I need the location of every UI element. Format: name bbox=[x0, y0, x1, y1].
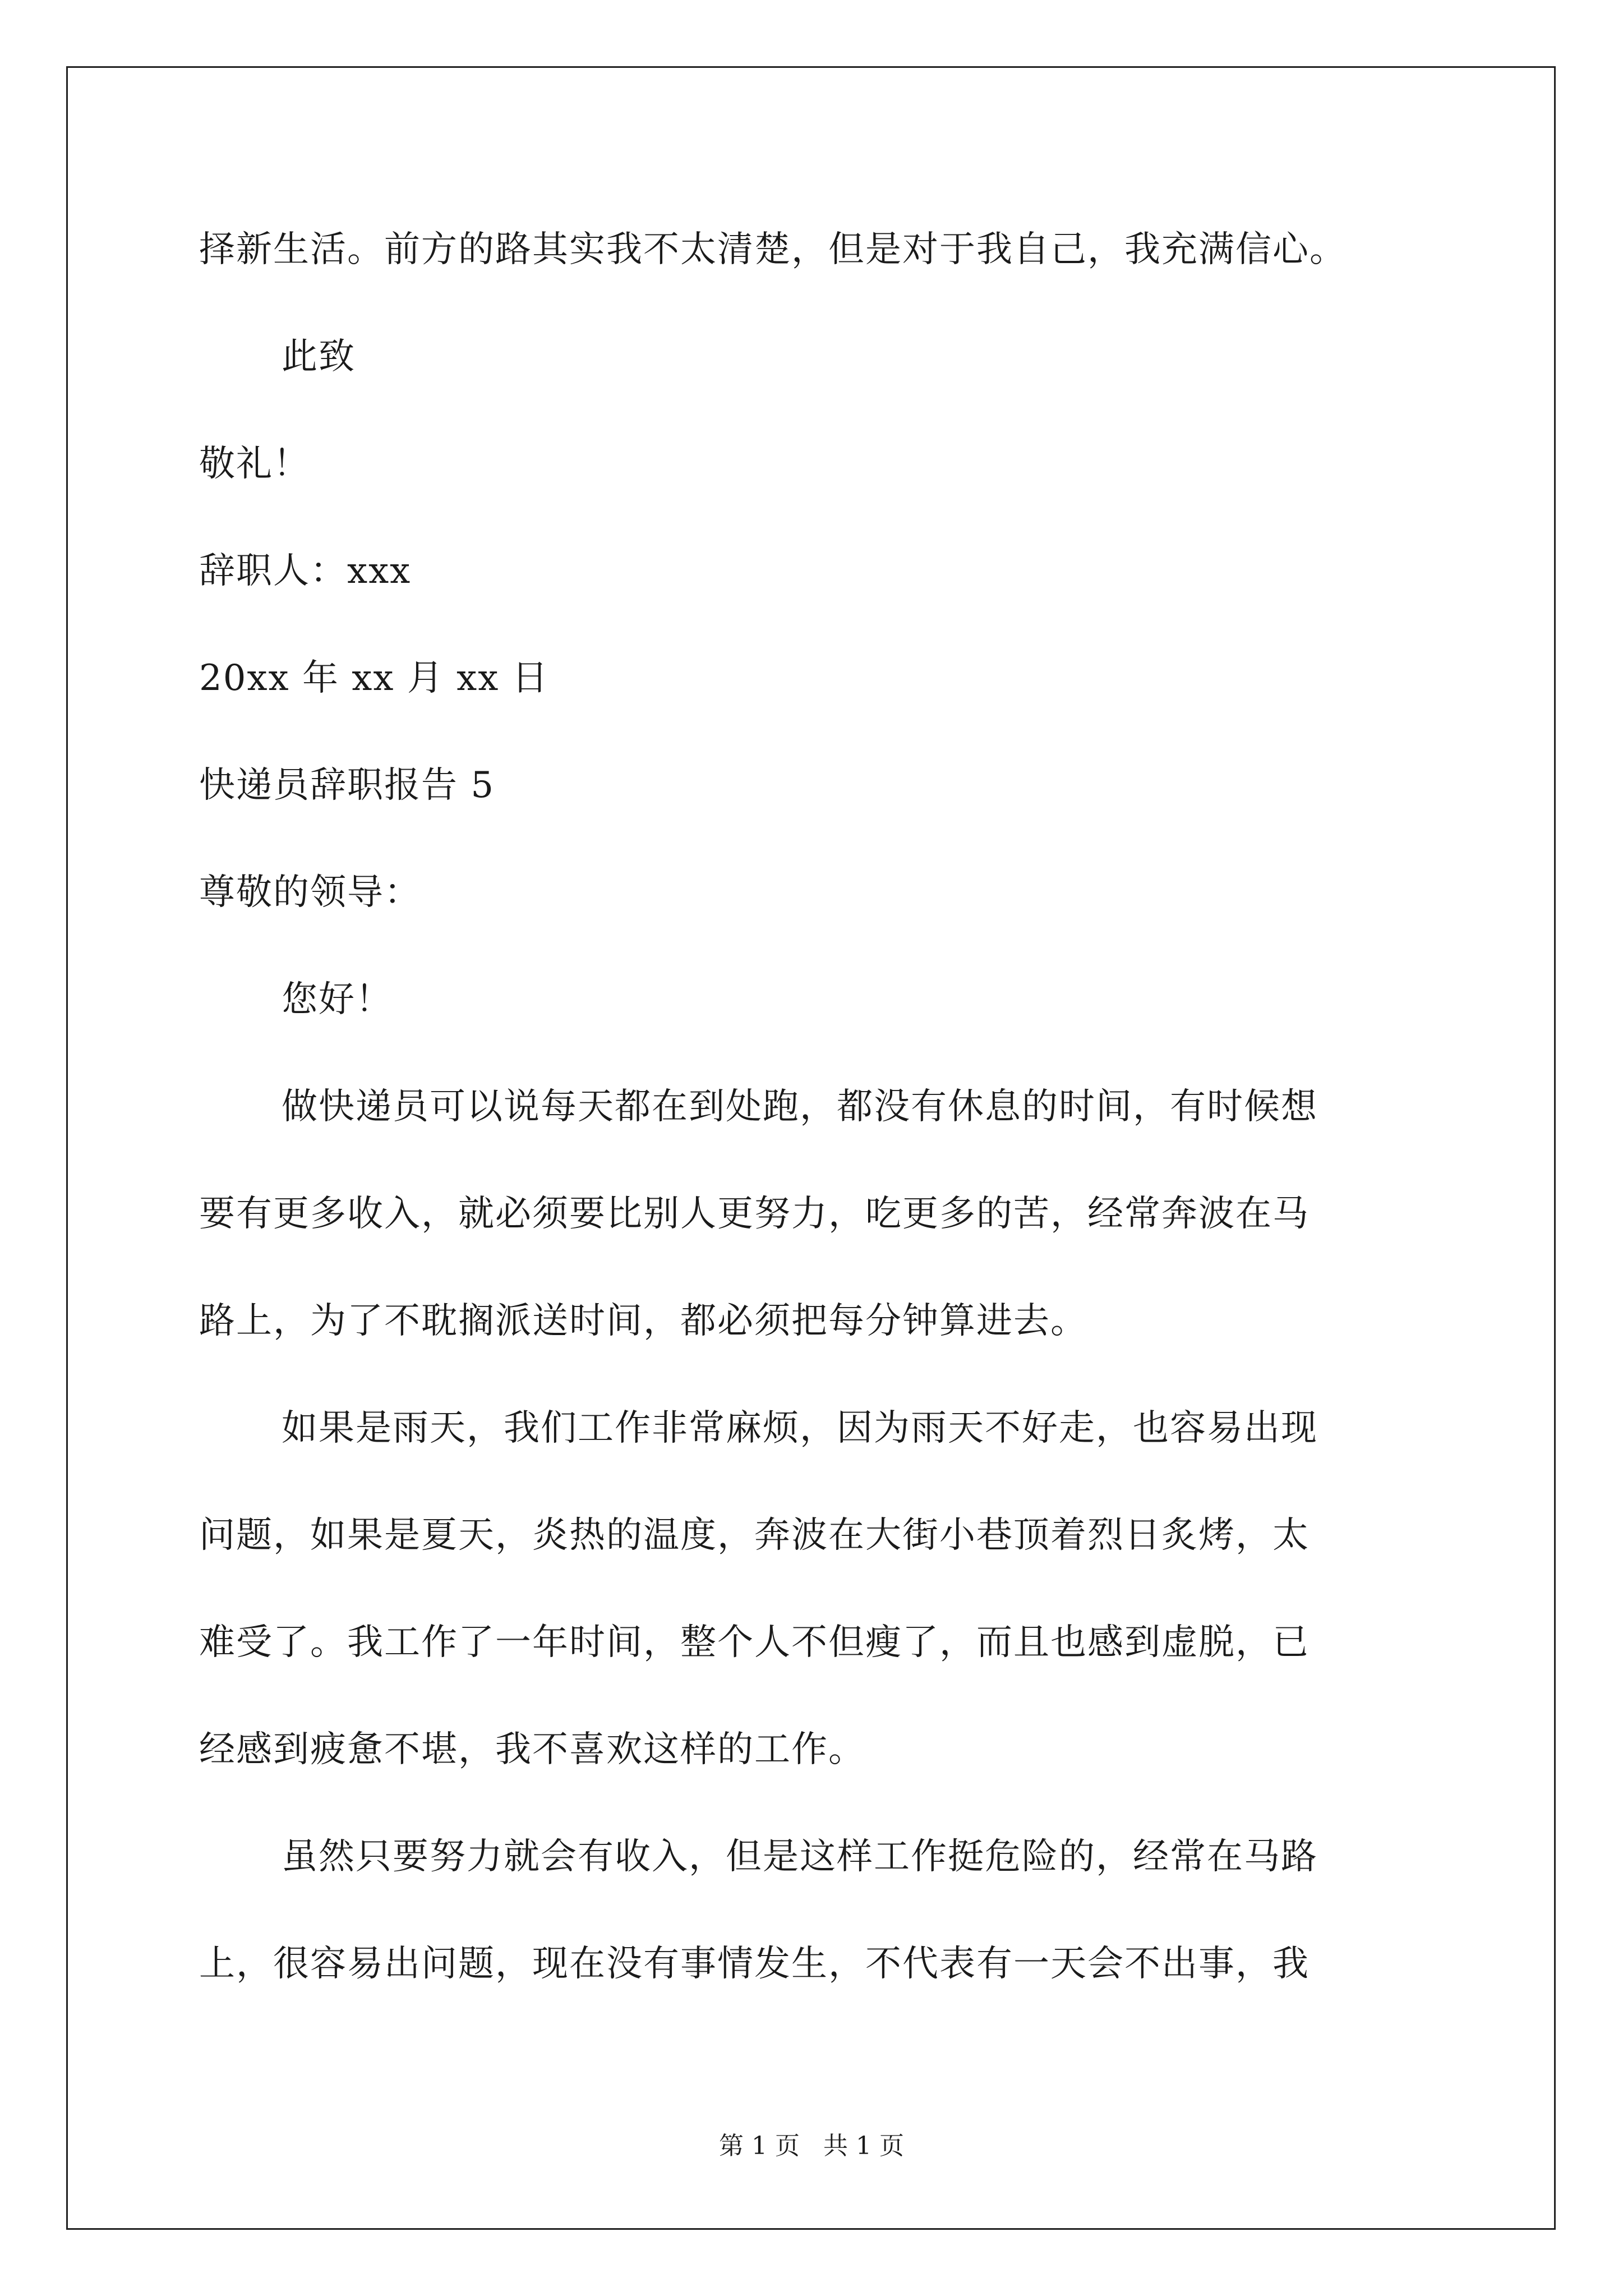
section-title: 快递员辞职报告 5 bbox=[199, 765, 495, 806]
paragraph-line: 路上，为了不耽搁派送时间，都必须把每分钟算进去。 bbox=[199, 1300, 1087, 1342]
paragraph-line: 如果是雨天，我们工作非常麻烦，因为雨天不好走，也容易出现 bbox=[282, 1407, 1318, 1449]
greeting: 您好！ bbox=[282, 979, 393, 1020]
greeting-recipient: 尊敬的领导： bbox=[199, 872, 421, 913]
paragraph-line: 虽然只要努力就会有收入，但是这样工作挺危险的，经常在马路 bbox=[282, 1836, 1318, 1878]
paragraph-line: 难受了。我工作了一年时间，整个人不但瘦了，而且也感到虚脱，已 bbox=[199, 1622, 1310, 1663]
text-line: 择新生活。前方的路其实我不太清楚，但是对于我自己，我充满信心。 bbox=[199, 229, 1347, 270]
paragraph-line: 上，很容易出问题，现在没有事情发生，不代表有一天会不出事，我 bbox=[199, 1943, 1310, 1985]
page-border bbox=[66, 66, 1556, 2230]
closing-salutation: 此致 bbox=[282, 336, 356, 378]
paragraph-line: 要有更多收入，就必须要比别人更努力，吃更多的苦，经常奔波在马 bbox=[199, 1193, 1310, 1235]
closing-regards: 敬礼！ bbox=[199, 443, 310, 485]
page-number-footer: 第 1 页 共 1 页 bbox=[719, 2132, 904, 2160]
date-line: 20xx 年 xx 月 xx 日 bbox=[199, 657, 549, 699]
paragraph-line: 经感到疲惫不堪，我不喜欢这样的工作。 bbox=[199, 1729, 865, 1770]
paragraph-line: 问题，如果是夏天，炎热的温度，奔波在大街小巷顶着烈日炙烤，太 bbox=[199, 1515, 1310, 1556]
signer-line: 辞职人：xxx bbox=[199, 550, 412, 592]
paragraph-line: 做快递员可以说每天都在到处跑，都没有休息的时间，有时候想 bbox=[282, 1086, 1318, 1128]
